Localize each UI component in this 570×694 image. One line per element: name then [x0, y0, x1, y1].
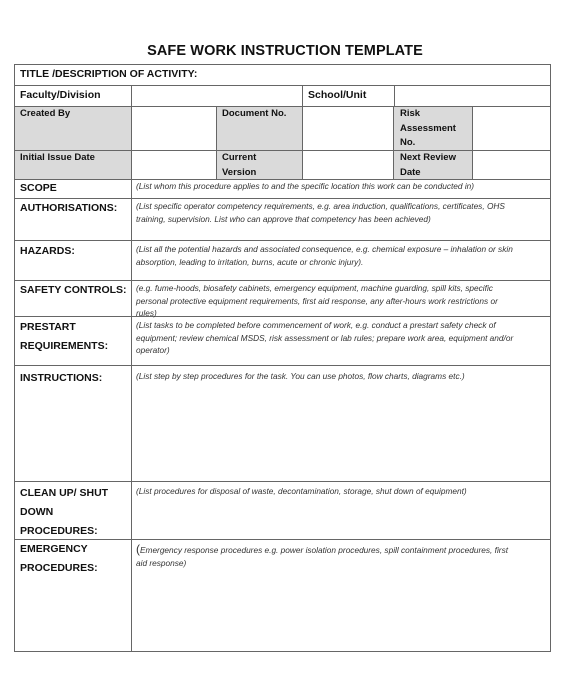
next-review-date-field[interactable] — [473, 151, 550, 179]
cleanup-field[interactable] — [132, 482, 550, 539]
emergency-hint: (Emergency response procedures e.g. power isolation procedures, spill containment procedures, first aid response) — [136, 542, 509, 568]
instructions-label: INSTRUCTIONS: — [20, 372, 103, 384]
prestart-hint: (List tasks to be completed before commencement of work, e.g. conduct a prestart safety check of equipment; review chemical MSDS, risk assessment or lab rules; prepare work area, equipment and/or operator) — [136, 320, 514, 355]
prestart-field[interactable] — [132, 317, 550, 365]
document-no-field[interactable] — [303, 107, 393, 150]
scope-field[interactable] — [132, 180, 550, 198]
faculty-division-label: Faculty/Division — [20, 89, 101, 101]
authorisations-field[interactable] — [132, 199, 550, 240]
created-by-field[interactable] — [132, 107, 216, 150]
school-unit-label: School/Unit — [308, 89, 367, 101]
safe-work-form — [14, 64, 551, 652]
authorisations-label: AUTHORISATIONS: — [20, 202, 118, 214]
next-review-date-label: Next Review Date — [400, 152, 456, 178]
safety-controls-label: SAFETY CONTROLS: — [20, 284, 127, 296]
risk-assessment-label: Risk Assessment No. — [400, 108, 456, 148]
scope-hint: (List whom this procedure applies to and the specific location this work can be conducted in) — [136, 181, 475, 191]
authorisations-hint: (List specific operator competency requirements, e.g. area induction, qualifications, certificates, OHS training, supervision. List who can approve that competency has been achieved) — [136, 201, 505, 224]
school-unit-field[interactable] — [395, 86, 550, 106]
created-by-label: Created By — [20, 108, 71, 119]
page-title: SAFE WORK INSTRUCTION TEMPLATE — [147, 43, 423, 59]
faculty-division-field[interactable] — [132, 86, 302, 106]
hazards-hint: (List all the potential hazards and associated consequence, e.g. chemical exposure – inhalation or skin absorption, leading to irritation, burns, acute or chronic injury). — [136, 244, 513, 267]
cleanup-hint: (List procedures for disposal of waste, decontamination, storage, shut down of equipment) — [136, 486, 467, 496]
safety-controls-field[interactable] — [132, 281, 550, 316]
instructions-field[interactable] — [132, 366, 550, 481]
current-version-field[interactable] — [303, 151, 393, 179]
scope-label: SCOPE — [20, 182, 57, 194]
prestart-requirements-label: PRESTART REQUIREMENTS: — [20, 321, 109, 352]
hazards-label: HAZARDS: — [20, 245, 75, 257]
initial-issue-date-label: Initial Issue Date — [20, 152, 95, 163]
activity-title-label: TITLE /DESCRIPTION OF ACTIVITY: — [20, 68, 198, 80]
document-no-label: Document No. — [222, 108, 287, 119]
cleanup-procedures-label: CLEAN UP/ SHUT DOWN PROCEDURES: — [20, 487, 109, 537]
emergency-field[interactable] — [132, 540, 550, 651]
risk-assessment-field[interactable] — [473, 107, 550, 150]
emergency-procedures-label: EMERGENCY PROCEDURES: — [20, 543, 98, 574]
hazards-field[interactable] — [132, 241, 550, 280]
instructions-hint: (List step by step procedures for the task. You can use photos, flow charts, diagrams etc.) — [136, 371, 465, 381]
open-paren: ( — [136, 542, 140, 556]
initial-issue-date-field[interactable] — [132, 151, 216, 179]
current-version-label: Current Version — [222, 152, 257, 178]
safety-controls-hint: (e.g. fume-hoods, biosafety cabinets, emergency equipment, machine guarding, spill kits, specific personal protective equipment requirements, first aid response, any after-hours work restrictions or rules) — [136, 283, 498, 318]
